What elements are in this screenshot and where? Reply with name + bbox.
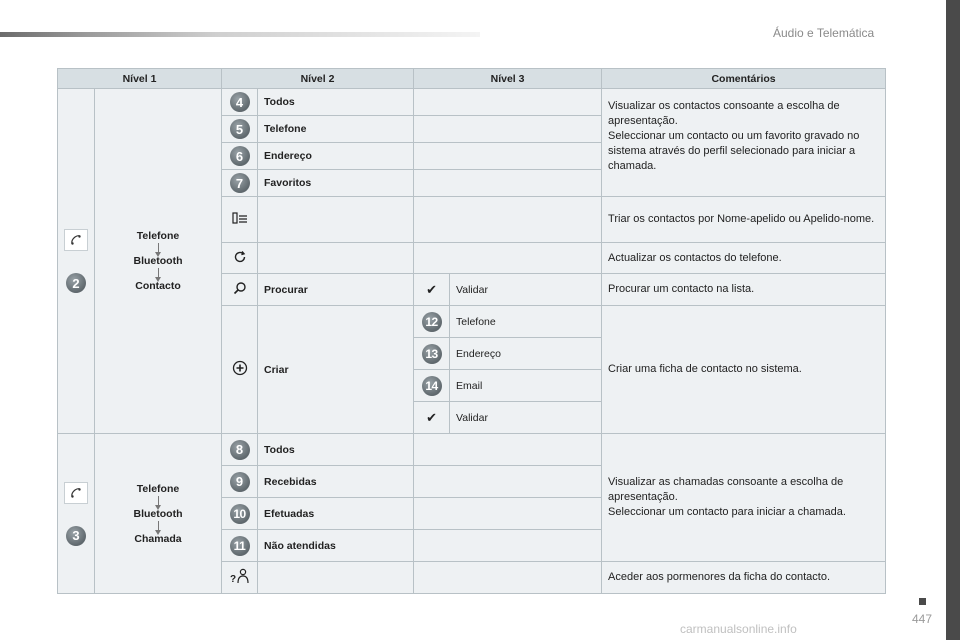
step-badge: 11 bbox=[230, 536, 250, 556]
calls-level1-icons bbox=[58, 434, 95, 594]
menu-table bbox=[57, 68, 886, 594]
step-badge: 3 bbox=[66, 526, 86, 546]
page-marker bbox=[919, 598, 926, 605]
page-number: 447 bbox=[912, 612, 933, 626]
option-label: Todos bbox=[258, 89, 414, 116]
column-header-comments: Comentários bbox=[602, 69, 886, 89]
comment-cell: Procurar um contacto na lista. bbox=[602, 274, 886, 306]
checkmark-icon: ✔ bbox=[414, 402, 450, 434]
step-badge: 4 bbox=[230, 92, 250, 112]
arrow-down-icon bbox=[158, 268, 159, 279]
comment-cell: Visualizar os contactos consoante a escolha de apresentação. Seleccionar um contacto ou um favorito gravado no sistema através do perfil selecionado para iniciar a chamada. bbox=[602, 89, 886, 197]
sub-option-label: Validar bbox=[450, 402, 602, 434]
option-label: Todos bbox=[258, 434, 414, 466]
step-badge: 6 bbox=[230, 146, 250, 166]
table-row bbox=[58, 89, 886, 116]
chain-step-bluetooth: Bluetooth bbox=[133, 507, 183, 520]
contact-details-icon bbox=[222, 562, 258, 594]
step-badge: 13 bbox=[422, 344, 442, 364]
refresh-icon bbox=[222, 243, 258, 274]
column-header-level2: Nível 2 bbox=[222, 69, 414, 89]
chain-step-telefone: Telefone bbox=[136, 482, 180, 495]
column-header-level1: Nível 1 bbox=[58, 69, 222, 89]
header-gradient-bar bbox=[0, 32, 480, 37]
option-label: Criar bbox=[258, 306, 414, 434]
chain-step-telefone: Telefone bbox=[136, 230, 180, 242]
step-badge: 10 bbox=[230, 504, 250, 524]
chain-step-chamada: Chamada bbox=[134, 532, 182, 545]
comment-cell: Actualizar os contactos do telefone. bbox=[602, 243, 886, 274]
phone-icon bbox=[64, 229, 88, 251]
table-row bbox=[58, 434, 886, 466]
arrow-down-icon bbox=[158, 521, 159, 532]
sub-option-label: Endereço bbox=[450, 338, 602, 370]
option-label: Telefone bbox=[258, 116, 414, 143]
option-label: Recebidas bbox=[258, 466, 414, 498]
comment-cell: Visualizar as chamadas consoante a escolha de apresentação. Seleccionar um contacto para iniciar a chamada. bbox=[602, 434, 886, 562]
comment-cell: Aceder aos pormenores da ficha do contacto. bbox=[602, 562, 886, 594]
phone-icon bbox=[64, 482, 88, 504]
chain-step-contacto: Contacto bbox=[135, 280, 181, 292]
calls-path-chain bbox=[95, 434, 222, 594]
search-icon bbox=[222, 274, 258, 306]
arrow-down-icon bbox=[158, 243, 159, 254]
step-badge: 9 bbox=[230, 472, 250, 492]
step-badge: 12 bbox=[422, 312, 442, 332]
option-label: Procurar bbox=[258, 274, 414, 306]
sort-icon bbox=[222, 197, 258, 243]
option-label: Efetuadas bbox=[258, 498, 414, 530]
contacts-level1-icons bbox=[58, 89, 95, 434]
right-edge-bar bbox=[946, 0, 960, 640]
step-badge: 2 bbox=[66, 273, 86, 293]
option-label: Favoritos bbox=[258, 170, 414, 197]
sub-option-label: Email bbox=[450, 370, 602, 402]
chain-step-bluetooth: Bluetooth bbox=[133, 255, 183, 267]
step-badge: 5 bbox=[230, 119, 250, 139]
step-badge: 7 bbox=[230, 173, 250, 193]
comment-cell: Triar os contactos por Nome-apelido ou Apelido-nome. bbox=[602, 197, 886, 243]
column-header-level3: Nível 3 bbox=[414, 69, 602, 89]
add-icon bbox=[222, 306, 258, 434]
sub-option-label: Telefone bbox=[450, 306, 602, 338]
sub-option-label: Validar bbox=[450, 274, 602, 306]
comment-cell: Criar uma ficha de contacto no sistema. bbox=[602, 306, 886, 434]
option-label: Não atendidas bbox=[258, 530, 414, 562]
page-header-title: Áudio e Telemática bbox=[773, 26, 875, 40]
checkmark-icon: ✔ bbox=[414, 274, 450, 306]
svg-text:?: ? bbox=[229, 574, 236, 584]
contacts-path-chain bbox=[95, 89, 222, 434]
arrow-down-icon bbox=[158, 496, 159, 507]
option-label: Endereço bbox=[258, 143, 414, 170]
step-badge: 14 bbox=[422, 376, 442, 396]
step-badge: 8 bbox=[230, 440, 250, 460]
watermark: carmanualsonline.info bbox=[680, 622, 797, 636]
table-header-row bbox=[58, 69, 886, 89]
